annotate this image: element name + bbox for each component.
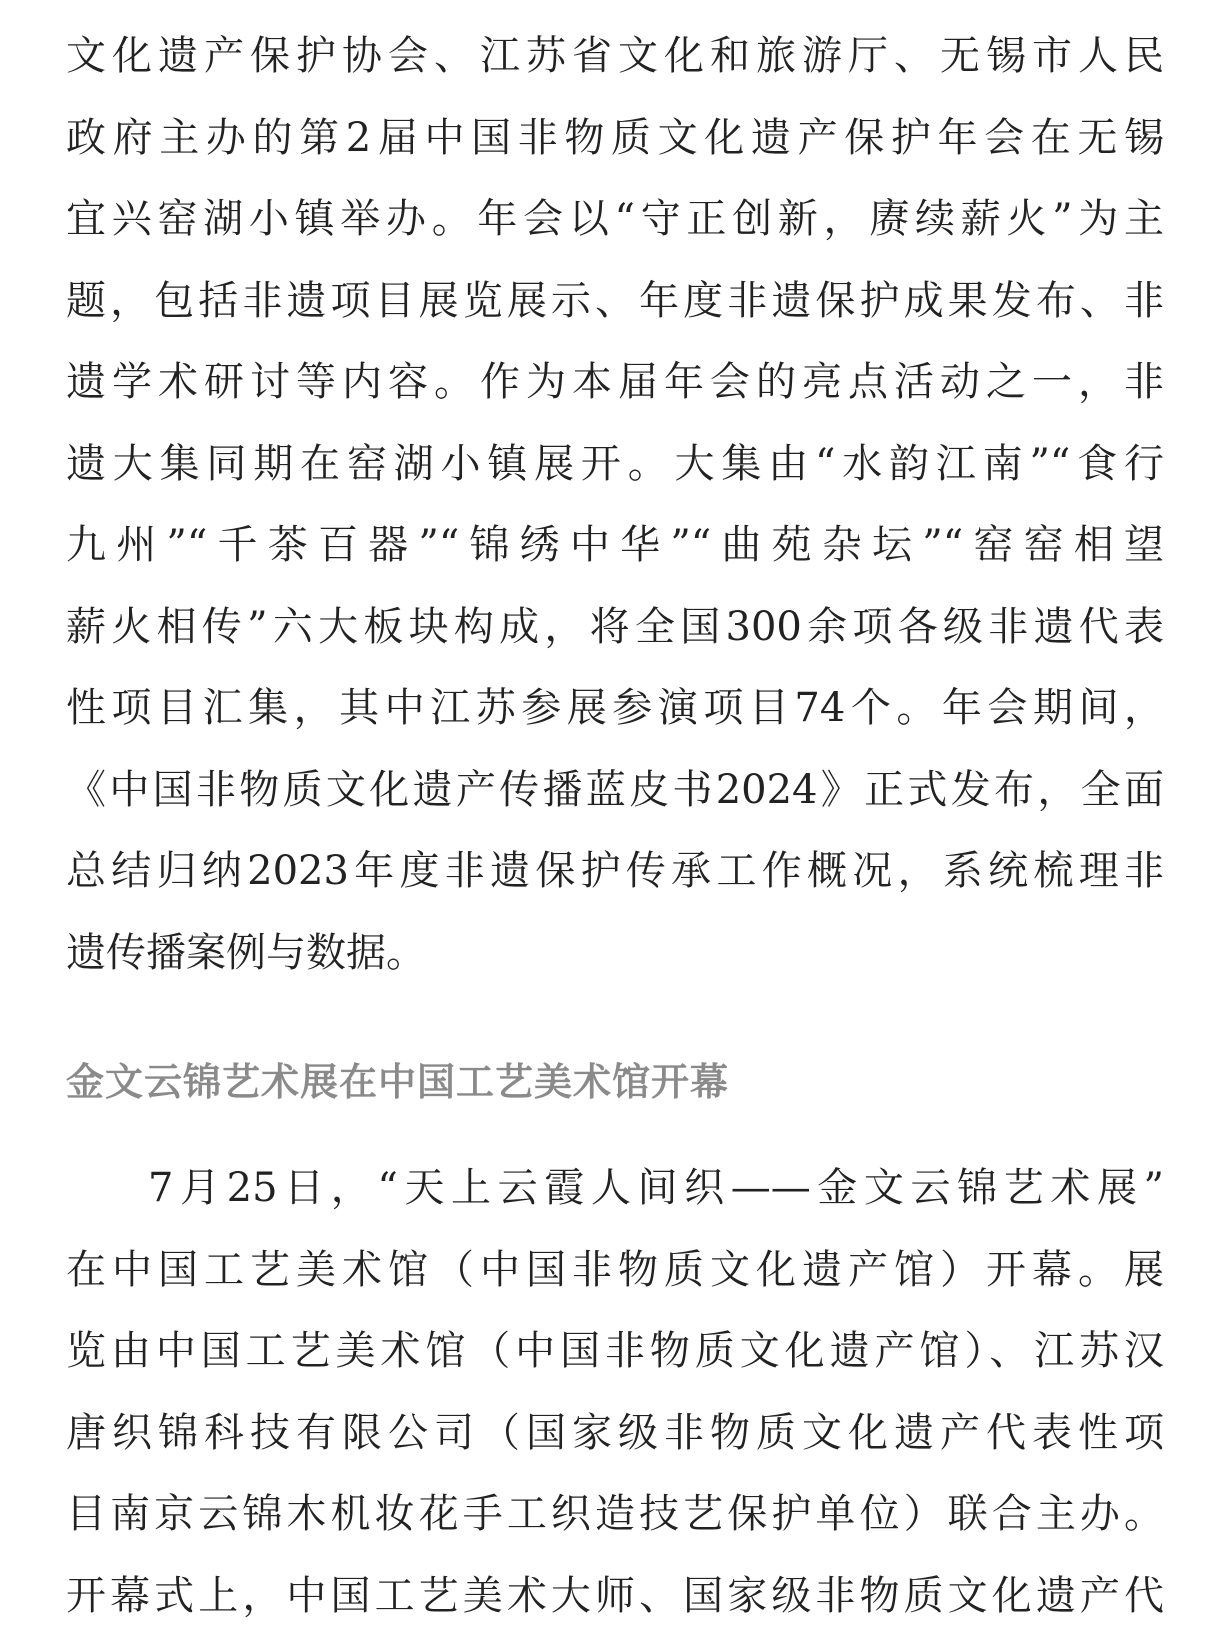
- text-line: 题，包括非遗项目展览展示、年度非遗保护成果发布、非: [66, 277, 1164, 324]
- text-line: 览由中国工艺美术馆（中国非物质文化遗产馆）、江苏汉: [66, 1328, 1164, 1374]
- text-line: 政府主办的第2届中国非物质文化遗产保护年会在无锡: [66, 114, 1164, 161]
- text-line: 薪火相传”六大板块构成，将全国300余项各级非遗代表: [66, 603, 1164, 650]
- text-line: 在中国工艺美术馆（中国非物质文化遗产馆）开幕。展: [66, 1246, 1164, 1293]
- text-line: 总结归纳2023年度非遗保护传承工作概况，系统梳理非: [66, 848, 1164, 894]
- text-line: 7月25日，“天上云霞人间织——金文云锦艺术展”: [148, 1165, 1164, 1211]
- text-line: 唐织锦科技有限公司（国家级非物质文化遗产代表性项: [66, 1409, 1164, 1456]
- section-heading: 金文云锦艺术展在中国工艺美术馆开幕: [66, 1059, 730, 1104]
- text-line: 《中国非物质文化遗产传播蓝皮书2024》正式发布，全面: [66, 766, 1164, 813]
- text-line: 九州”“千茶百器”“锦绣中华”“曲苑杂坛”“窑窑相望: [66, 522, 1164, 568]
- text-line: 性项目汇集，其中江苏参展参演项目74个。年会期间，: [66, 685, 1164, 731]
- text-line: 目南京云锦木机妆花手工织造技艺保护单位）联合主办。: [66, 1491, 1164, 1537]
- paragraph-annual-meeting: [66, 16, 1164, 994]
- text-line: 文化遗产保护协会、江苏省文化和旅游厅、无锡市人民: [66, 33, 1164, 79]
- text-line: 遗学术研讨等内容。作为本届年会的亮点活动之一，非: [66, 359, 1164, 405]
- text-line: 遗大集同期在窑湖小镇展开。大集由“水韵江南”“食行: [66, 440, 1164, 487]
- paragraph-yunjin-exhibition: [66, 1148, 1164, 1637]
- text-line: 开幕式上，中国工艺美术大师、国家级非物质文化遗产代: [66, 1572, 1164, 1619]
- text-line: 宜兴窑湖小镇举办。年会以“守正创新，赓续薪火”为主: [66, 196, 1164, 242]
- text-line: 遗传播案例与数据。: [66, 929, 426, 976]
